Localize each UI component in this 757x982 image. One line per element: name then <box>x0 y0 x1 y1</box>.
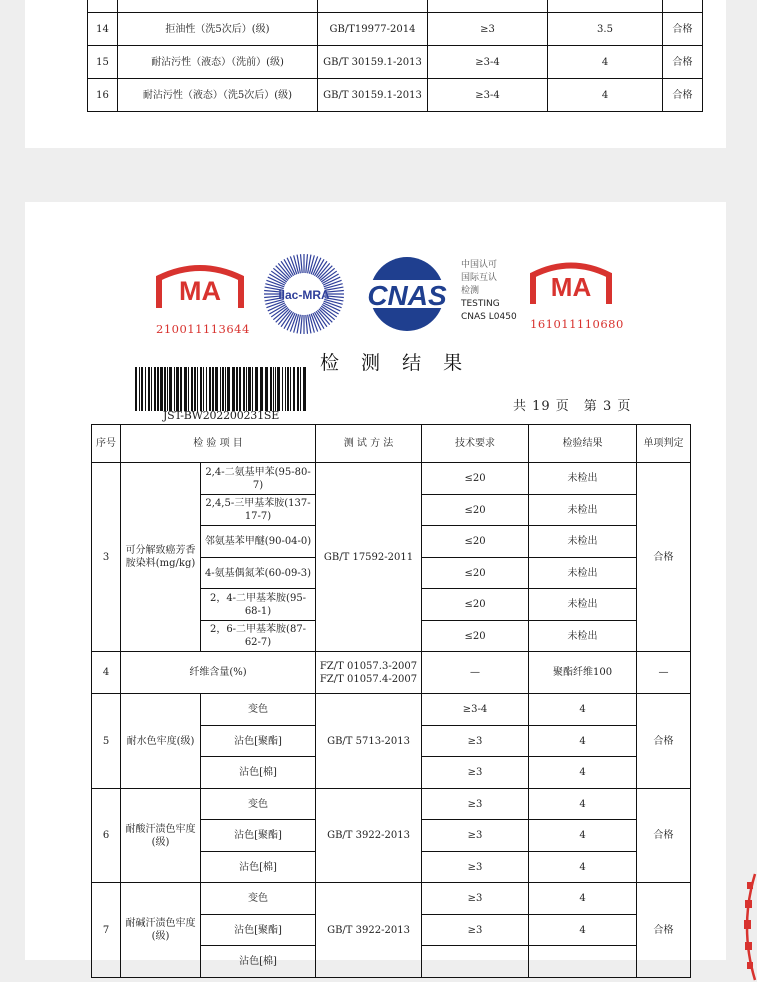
cnas-line: 国际互认 <box>461 273 498 283</box>
requirement: ≥3 <box>428 13 548 46</box>
col-header-no: 序号 <box>92 425 121 463</box>
table-row <box>92 789 691 820</box>
sub-item: 4-氨基偶氮苯(60-09-3) <box>201 558 316 589</box>
test-method: GB/T 30159.1-2013 <box>318 46 428 79</box>
row-number: 4 <box>92 652 121 694</box>
row-number: 3 <box>92 463 121 652</box>
test-item: 纤维含量(%) <box>121 652 316 694</box>
result: 未检出 <box>529 589 637 621</box>
result <box>529 946 637 978</box>
col-header-requirement: 技术要求 <box>422 425 529 463</box>
result: 4 <box>529 820 637 852</box>
result: 3.5 <box>548 13 663 46</box>
requirement: ≤20 <box>422 463 529 495</box>
cnas-logo <box>355 254 459 334</box>
result: 4 <box>529 852 637 883</box>
test-method: GB/T 30159.1-2013 <box>318 79 428 112</box>
table-row-cutoff <box>88 0 703 13</box>
row-number: 16 <box>88 79 118 112</box>
verdict: 合格 <box>663 46 703 79</box>
ilac-letters: ilac-MRA <box>278 288 330 302</box>
requirement: ≤20 <box>422 526 529 558</box>
table-row <box>92 652 691 694</box>
table-row <box>92 463 691 495</box>
result: 未检出 <box>529 621 637 652</box>
table-header-row <box>92 425 691 463</box>
verdict: 合格 <box>637 463 691 652</box>
sub-item: 沾色[棉] <box>201 852 316 883</box>
sub-item: 2，6-二甲基苯胺(87-62-7) <box>201 621 316 652</box>
red-seal-stamp <box>737 872 757 982</box>
cma-right-number: 161011110680 <box>530 317 624 331</box>
sub-item: 沾色[聚酯] <box>201 915 316 946</box>
requirement: ≥3-4 <box>428 46 548 79</box>
test-method: GB/T 3922-2013 <box>316 883 422 978</box>
cnas-line: CNAS L0450 <box>461 312 517 322</box>
barcode-number: JST-BW202200231SE <box>162 409 280 422</box>
cnas-line: TESTING <box>461 299 500 309</box>
cnas-side-text <box>461 259 517 324</box>
row-number: 7 <box>92 883 121 978</box>
requirement: ≥3-4 <box>428 79 548 112</box>
page-counter: 共 19 页 第 3 页 <box>513 399 632 414</box>
row-number: 14 <box>88 13 118 46</box>
barcode <box>135 367 307 411</box>
test-method <box>316 652 422 694</box>
row-number: 15 <box>88 46 118 79</box>
result: 未检出 <box>529 526 637 558</box>
test-method: GB/T 3922-2013 <box>316 789 422 883</box>
requirement: ≥3-4 <box>422 694 529 726</box>
result: 4 <box>529 757 637 789</box>
previous-results-table <box>87 0 703 112</box>
cnas-line: 检测 <box>461 286 480 296</box>
cma-right-letters: MA <box>550 272 592 302</box>
sub-item: 邻氨基苯甲醚(90-04-0) <box>201 526 316 558</box>
test-method: GB/T19977-2014 <box>318 13 428 46</box>
verdict: — <box>637 652 691 694</box>
cnas-letters: CNAS <box>367 280 447 311</box>
test-item: 耐水色牢度(级) <box>121 694 201 789</box>
sub-item: 2,4-二氨基甲苯(95-80-7) <box>201 463 316 495</box>
test-item: 耐沾污性（液态）（洗前）(级) <box>118 46 318 79</box>
requirement: ≥3 <box>422 820 529 852</box>
method-line: FZ/T 01057.4-2007 <box>319 673 418 685</box>
result: 4 <box>529 883 637 915</box>
cma-left-number: 210011113644 <box>156 322 250 336</box>
col-header-method: 测 试 方 法 <box>316 425 422 463</box>
result: 4 <box>548 46 663 79</box>
requirement: ≤20 <box>422 495 529 526</box>
requirement: ≥3 <box>422 852 529 883</box>
requirement: ≥3 <box>422 883 529 915</box>
verdict: 合格 <box>637 694 691 789</box>
cma-logo-right <box>529 260 613 310</box>
col-header-result: 检验结果 <box>529 425 637 463</box>
result: 4 <box>529 789 637 820</box>
test-item: 耐酸汗渍色牢度(级) <box>121 789 201 883</box>
report-page-sheet <box>25 202 726 967</box>
requirement: ≥3 <box>422 726 529 757</box>
sub-item: 变色 <box>201 694 316 726</box>
col-header-verdict: 单项判定 <box>637 425 691 463</box>
method-line: FZ/T 01057.3-2007 <box>319 660 418 672</box>
verdict: 合格 <box>663 13 703 46</box>
verdict: 合格 <box>637 789 691 883</box>
test-method: GB/T 17592-2011 <box>316 463 422 652</box>
cma-logo-left <box>155 262 245 314</box>
requirement: ≥3 <box>422 757 529 789</box>
page-title: 检 测 结 果 <box>320 352 471 374</box>
test-item: 耐沾污性（液态）（洗5次后）(级) <box>118 79 318 112</box>
cma-left-letters: MA <box>179 276 221 306</box>
result: 4 <box>548 79 663 112</box>
requirement: ≥3 <box>422 789 529 820</box>
sub-item: 2,4,5-三甲基苯胺(137-17-7) <box>201 495 316 526</box>
table-row <box>92 694 691 726</box>
table-row <box>88 79 703 112</box>
result: 4 <box>529 915 637 946</box>
sub-item: 变色 <box>201 789 316 820</box>
requirement: — <box>422 652 529 694</box>
col-header-item: 检 验 项 目 <box>121 425 316 463</box>
result: 聚酯纤维100 <box>529 652 637 694</box>
verdict: 合格 <box>663 79 703 112</box>
table-row <box>92 883 691 915</box>
cnas-line: 中国认可 <box>461 260 498 270</box>
results-table <box>91 424 691 978</box>
sub-item: 变色 <box>201 883 316 915</box>
test-item: 可分解致癌芳香胺染料(mg/kg) <box>121 463 201 652</box>
result: 4 <box>529 726 637 757</box>
result: 未检出 <box>529 558 637 589</box>
table-row <box>88 46 703 79</box>
requirement: ≤20 <box>422 621 529 652</box>
verdict: 合格 <box>637 883 691 978</box>
test-item: 耐碱汗渍色牢度(级) <box>121 883 201 978</box>
requirement: ≤20 <box>422 589 529 621</box>
sub-item: 沾色[聚酯] <box>201 726 316 757</box>
row-number: 5 <box>92 694 121 789</box>
result: 未检出 <box>529 463 637 495</box>
requirement <box>422 946 529 978</box>
sub-item: 沾色[聚酯] <box>201 820 316 852</box>
row-number: 6 <box>92 789 121 883</box>
test-method: GB/T 5713-2013 <box>316 694 422 789</box>
sub-item: 沾色[棉] <box>201 946 316 978</box>
previous-page-sheet <box>25 0 726 148</box>
result: 未检出 <box>529 495 637 526</box>
test-item: 拒油性（洗5次后）(级) <box>118 13 318 46</box>
ilac-mra-logo <box>262 252 346 336</box>
sub-item: 2，4-二甲基苯胺(95-68-1) <box>201 589 316 621</box>
requirement: ≥3 <box>422 915 529 946</box>
table-row <box>88 13 703 46</box>
sub-item: 沾色[棉] <box>201 757 316 789</box>
requirement: ≤20 <box>422 558 529 589</box>
result: 4 <box>529 694 637 726</box>
